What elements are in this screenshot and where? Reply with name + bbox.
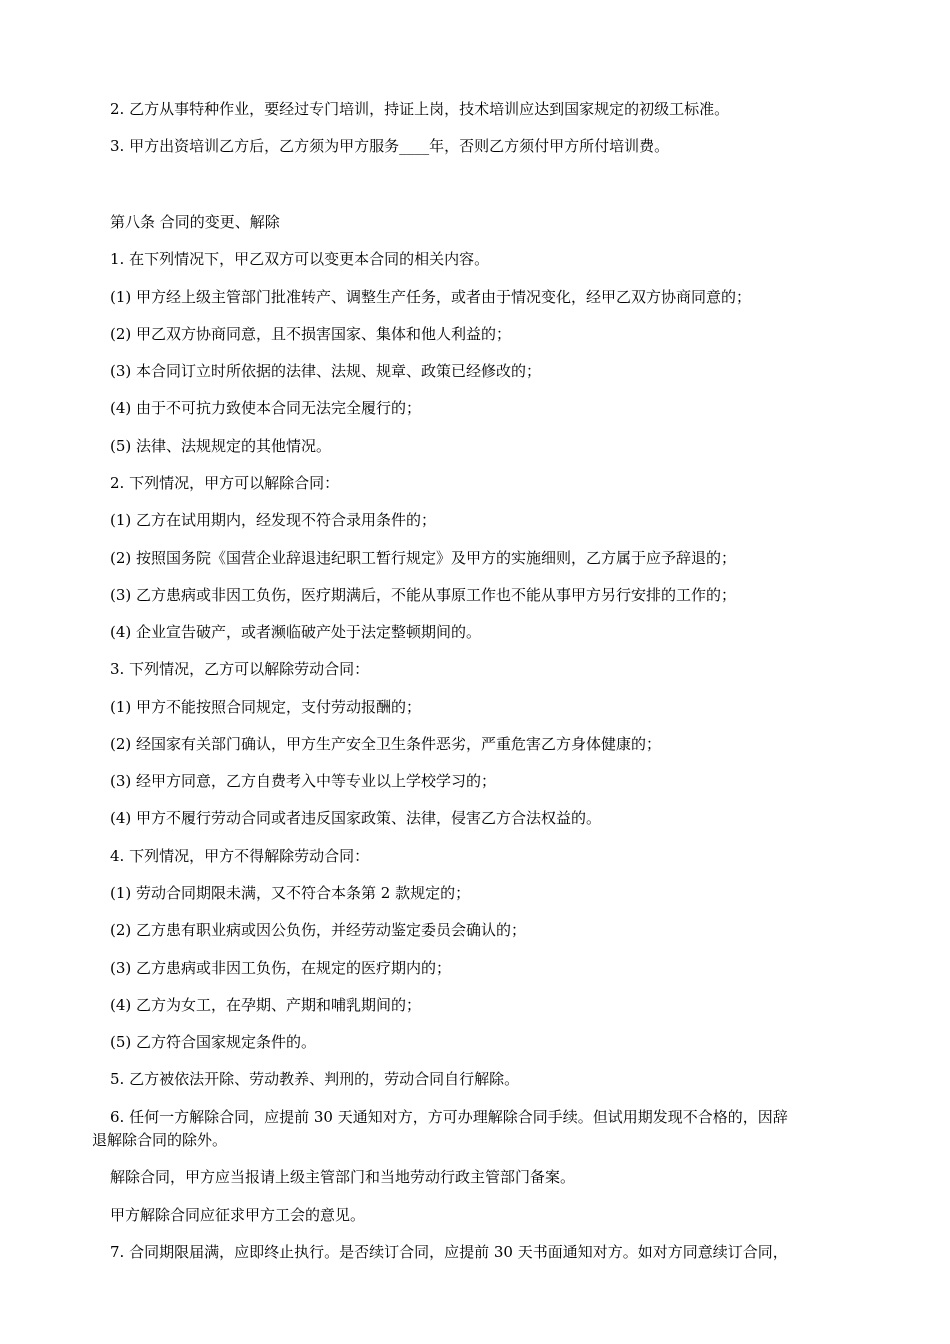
list-item: (4) 由于不可抗力致使本合同无法完全履行的； [110, 399, 422, 417]
paragraph: 解除合同，甲方应当报请上级主管部门和当地劳动行政主管部门备案。 [110, 1168, 576, 1186]
list-item: (1) 甲方经上级主管部门批准转产、调整生产任务，或者由于情况变化，经甲乙双方协商同意的； [110, 288, 752, 306]
list-item: (3) 本合同订立时所依据的法律、法规、规章、政策已经修改的； [110, 362, 542, 380]
list-item: (4) 乙方为女工，在孕期、产期和哺乳期间的； [110, 996, 422, 1014]
paragraph-continuation: 退解除合同的除外。 [92, 1131, 228, 1149]
paragraph: 1. 在下列情况下，甲乙双方可以变更本合同的相关内容。 [110, 250, 490, 268]
paragraph: 6. 任何一方解除合同，应提前 30 天通知对方，方可办理解除合同手续。但试用期发现不合格的，因辞 [110, 1108, 788, 1126]
paragraph: 7. 合同期限届满，应即终止执行。是否续订合同，应提前 30 天书面通知对方。如对方同意续订合同， [110, 1243, 788, 1261]
list-item: (1) 甲方不能按照合同规定，支付劳动报酬的； [110, 698, 422, 716]
list-item: (2) 乙方患有职业病或因公负伤，并经劳动鉴定委员会确认的； [110, 921, 527, 939]
paragraph: 甲方解除合同应征求甲方工会的意见。 [110, 1206, 366, 1224]
paragraph: 5. 乙方被依法开除、劳动教养、判刑的，劳动合同自行解除。 [110, 1070, 520, 1088]
list-item: (4) 甲方不履行劳动合同或者违反国家政策、法律，侵害乙方合法权益的。 [110, 809, 602, 827]
paragraph: 3. 下列情况，乙方可以解除劳动合同： [110, 660, 370, 678]
list-item: (2) 经国家有关部门确认，甲方生产安全卫生条件恶劣，严重危害乙方身体健康的； [110, 735, 662, 753]
paragraph: 4. 下列情况，甲方不得解除劳动合同： [110, 847, 370, 865]
paragraph: 2. 下列情况，甲方可以解除合同： [110, 474, 340, 492]
list-item: (1) 乙方在试用期内，经发现不符合录用条件的； [110, 511, 437, 529]
list-item: (3) 经甲方同意，乙方自费考入中等专业以上学校学习的； [110, 772, 497, 790]
list-item: (1) 劳动合同期限未满，又不符合本条第 2 款规定的； [110, 884, 471, 902]
list-item: (5) 乙方符合国家规定条件的。 [110, 1033, 317, 1051]
section-heading: 第八条 合同的变更、解除 [110, 213, 280, 231]
list-item: (3) 乙方患病或非因工负伤，在规定的医疗期内的； [110, 959, 452, 977]
list-item: (3) 乙方患病或非因工负伤，医疗期满后，不能从事原工作也不能从事甲方另行安排的工作的； [110, 586, 737, 604]
list-item: (2) 按照国务院《国营企业辞退违纪职工暂行规定》及甲方的实施细则，乙方属于应予辞退的； [110, 549, 737, 567]
list-item: (5) 法律、法规规定的其他情况。 [110, 437, 332, 455]
paragraph: 2. 乙方从事特种作业，要经过专门培训，持证上岗，技术培训应达到国家规定的初级工标准。 [110, 100, 730, 118]
paragraph: 3. 甲方出资培训乙方后，乙方须为甲方服务____年，否则乙方须付甲方所付培训费。 [110, 137, 670, 155]
list-item: (4) 企业宣告破产，或者濒临破产处于法定整顿期间的。 [110, 623, 482, 641]
list-item: (2) 甲乙双方协商同意，且不损害国家、集体和他人利益的； [110, 325, 512, 343]
